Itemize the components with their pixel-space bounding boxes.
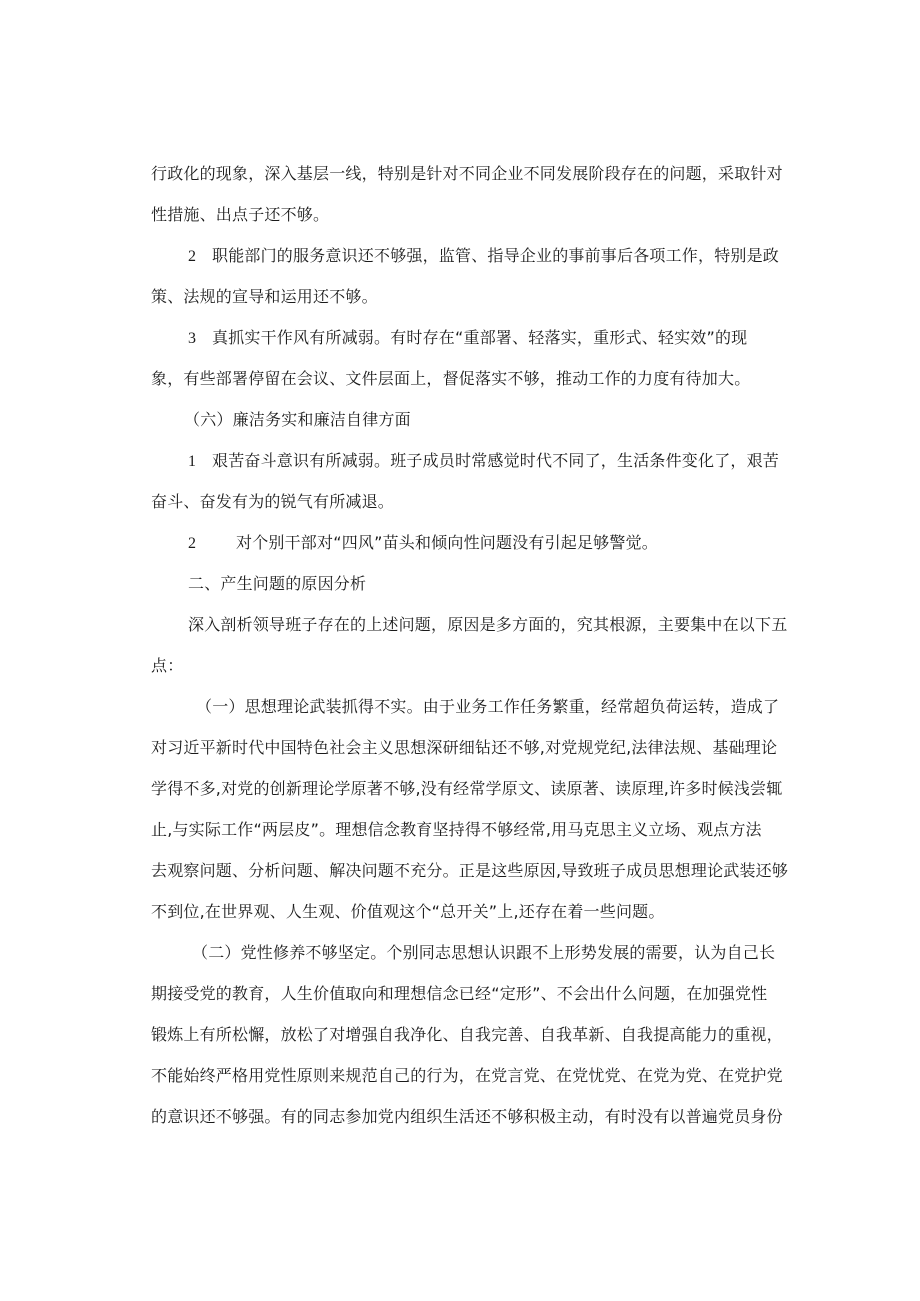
item-number: 1	[188, 453, 197, 470]
text-line	[151, 205, 329, 225]
text-line	[151, 738, 777, 758]
text-line	[151, 492, 394, 512]
list-item-line	[188, 328, 747, 349]
line-text: 真抓实干作风有所减弱。有时存在“重部署、轻落实，重形式、轻实效”的现	[212, 328, 748, 347]
line-text: 策、法规的宣导和运用还不够。	[151, 287, 378, 306]
line-text: 锻炼上有所松懈，放松了对增强自我净化、自我完善、自我革新、自我提高能力的重视，	[151, 1025, 783, 1044]
text-line	[151, 369, 750, 389]
line-text: 对习近平新时代中国特色社会主义思想深研细钻还不够,对党规党纪,法律法规、基础理论	[151, 738, 778, 757]
text-line	[151, 984, 767, 1004]
line-text: 对个别干部对“四风”苗头和倾向性问题没有引起足够警觉。	[236, 533, 658, 552]
section-heading	[188, 574, 366, 594]
item-number: 2	[188, 248, 197, 265]
line-text: 止,与实际工作“两层皮”。理想信念教育坚持得不够经常,用马克思主义立场、观点方法	[151, 820, 762, 839]
text-line	[151, 861, 788, 881]
text-line	[151, 1107, 783, 1127]
line-text: 性措施、出点子还不够。	[151, 205, 330, 224]
text-line	[151, 1025, 783, 1045]
paragraph-first-line	[188, 615, 787, 635]
line-text: 深入剖析领导班子存在的上述问题，原因是多方面的，究其根源，主要集中在以下五	[188, 615, 788, 634]
line-text: 象，有些部署停留在会议、文件层面上，督促落实不够，推动工作的力度有待加大。	[151, 369, 751, 388]
text-line	[151, 656, 183, 676]
line-text: 行政化的现象，深入基层一线，特别是针对不同企业不同发展阶段存在的问题，采取针对	[151, 164, 783, 183]
line-text: 不能始终严格用党性原则来规范自己的行为，在党言党、在党忧党、在党为党、在党护党	[151, 1066, 783, 1085]
paragraph-first-line	[192, 943, 775, 963]
text-line	[151, 1066, 783, 1086]
text-line	[151, 902, 665, 922]
line-text: （一）思想理论武装抓得不实。由于业务工作任务繁重，经常超负荷运转，造成了	[196, 697, 780, 716]
line-text: 去观察问题、分析问题、解决问题不充分。正是这些原因,导致班子成员思想理论武装还够	[151, 861, 789, 880]
list-item-line	[188, 246, 779, 267]
item-number: 2	[188, 535, 197, 552]
line-text: 的意识还不够强。有的同志参加党内组织生活还不够积极主动，有时没有以普遍党员身份	[151, 1107, 783, 1126]
line-text: （二）党性修养不够坚定。个别同志思想认识跟不上形势发展的需要，认为自己长	[192, 943, 776, 962]
line-text: 不到位,在世界观、人生观、价值观这个“总开关”上,还存在着一些问题。	[151, 902, 665, 921]
text-line	[151, 287, 378, 307]
heading-text: （六）廉洁务实和廉洁自律方面	[184, 410, 411, 429]
line-text: 学得不多,对党的创新理论学原著不够,没有经常学原文、读原著、读原理,许多时候浅尝辄	[151, 779, 783, 798]
item-number: 3	[188, 330, 197, 347]
section-heading	[184, 410, 411, 430]
paragraph-first-line	[196, 697, 779, 717]
list-item-line	[188, 451, 779, 472]
text-line	[151, 164, 783, 184]
line-text: 艰苦奋斗意识有所减弱。班子成员时常感觉时代不同了，生活条件变化了，艰苦	[212, 451, 780, 470]
line-text: 期接受党的教育，人生价值取向和理想信念已经“定形”、不会出什么问题，在加强党性	[151, 984, 768, 1003]
text-line	[151, 779, 782, 799]
list-item-line	[188, 533, 658, 554]
line-text: 点：	[151, 656, 184, 675]
line-text: 职能部门的服务意识还不够强，监管、指导企业的事前事后各项工作，特别是政	[212, 246, 780, 265]
line-text: 奋斗、奋发有为的锐气有所减退。	[151, 492, 395, 511]
text-line	[151, 820, 762, 840]
heading-text: 二、产生问题的原因分析	[188, 574, 367, 593]
